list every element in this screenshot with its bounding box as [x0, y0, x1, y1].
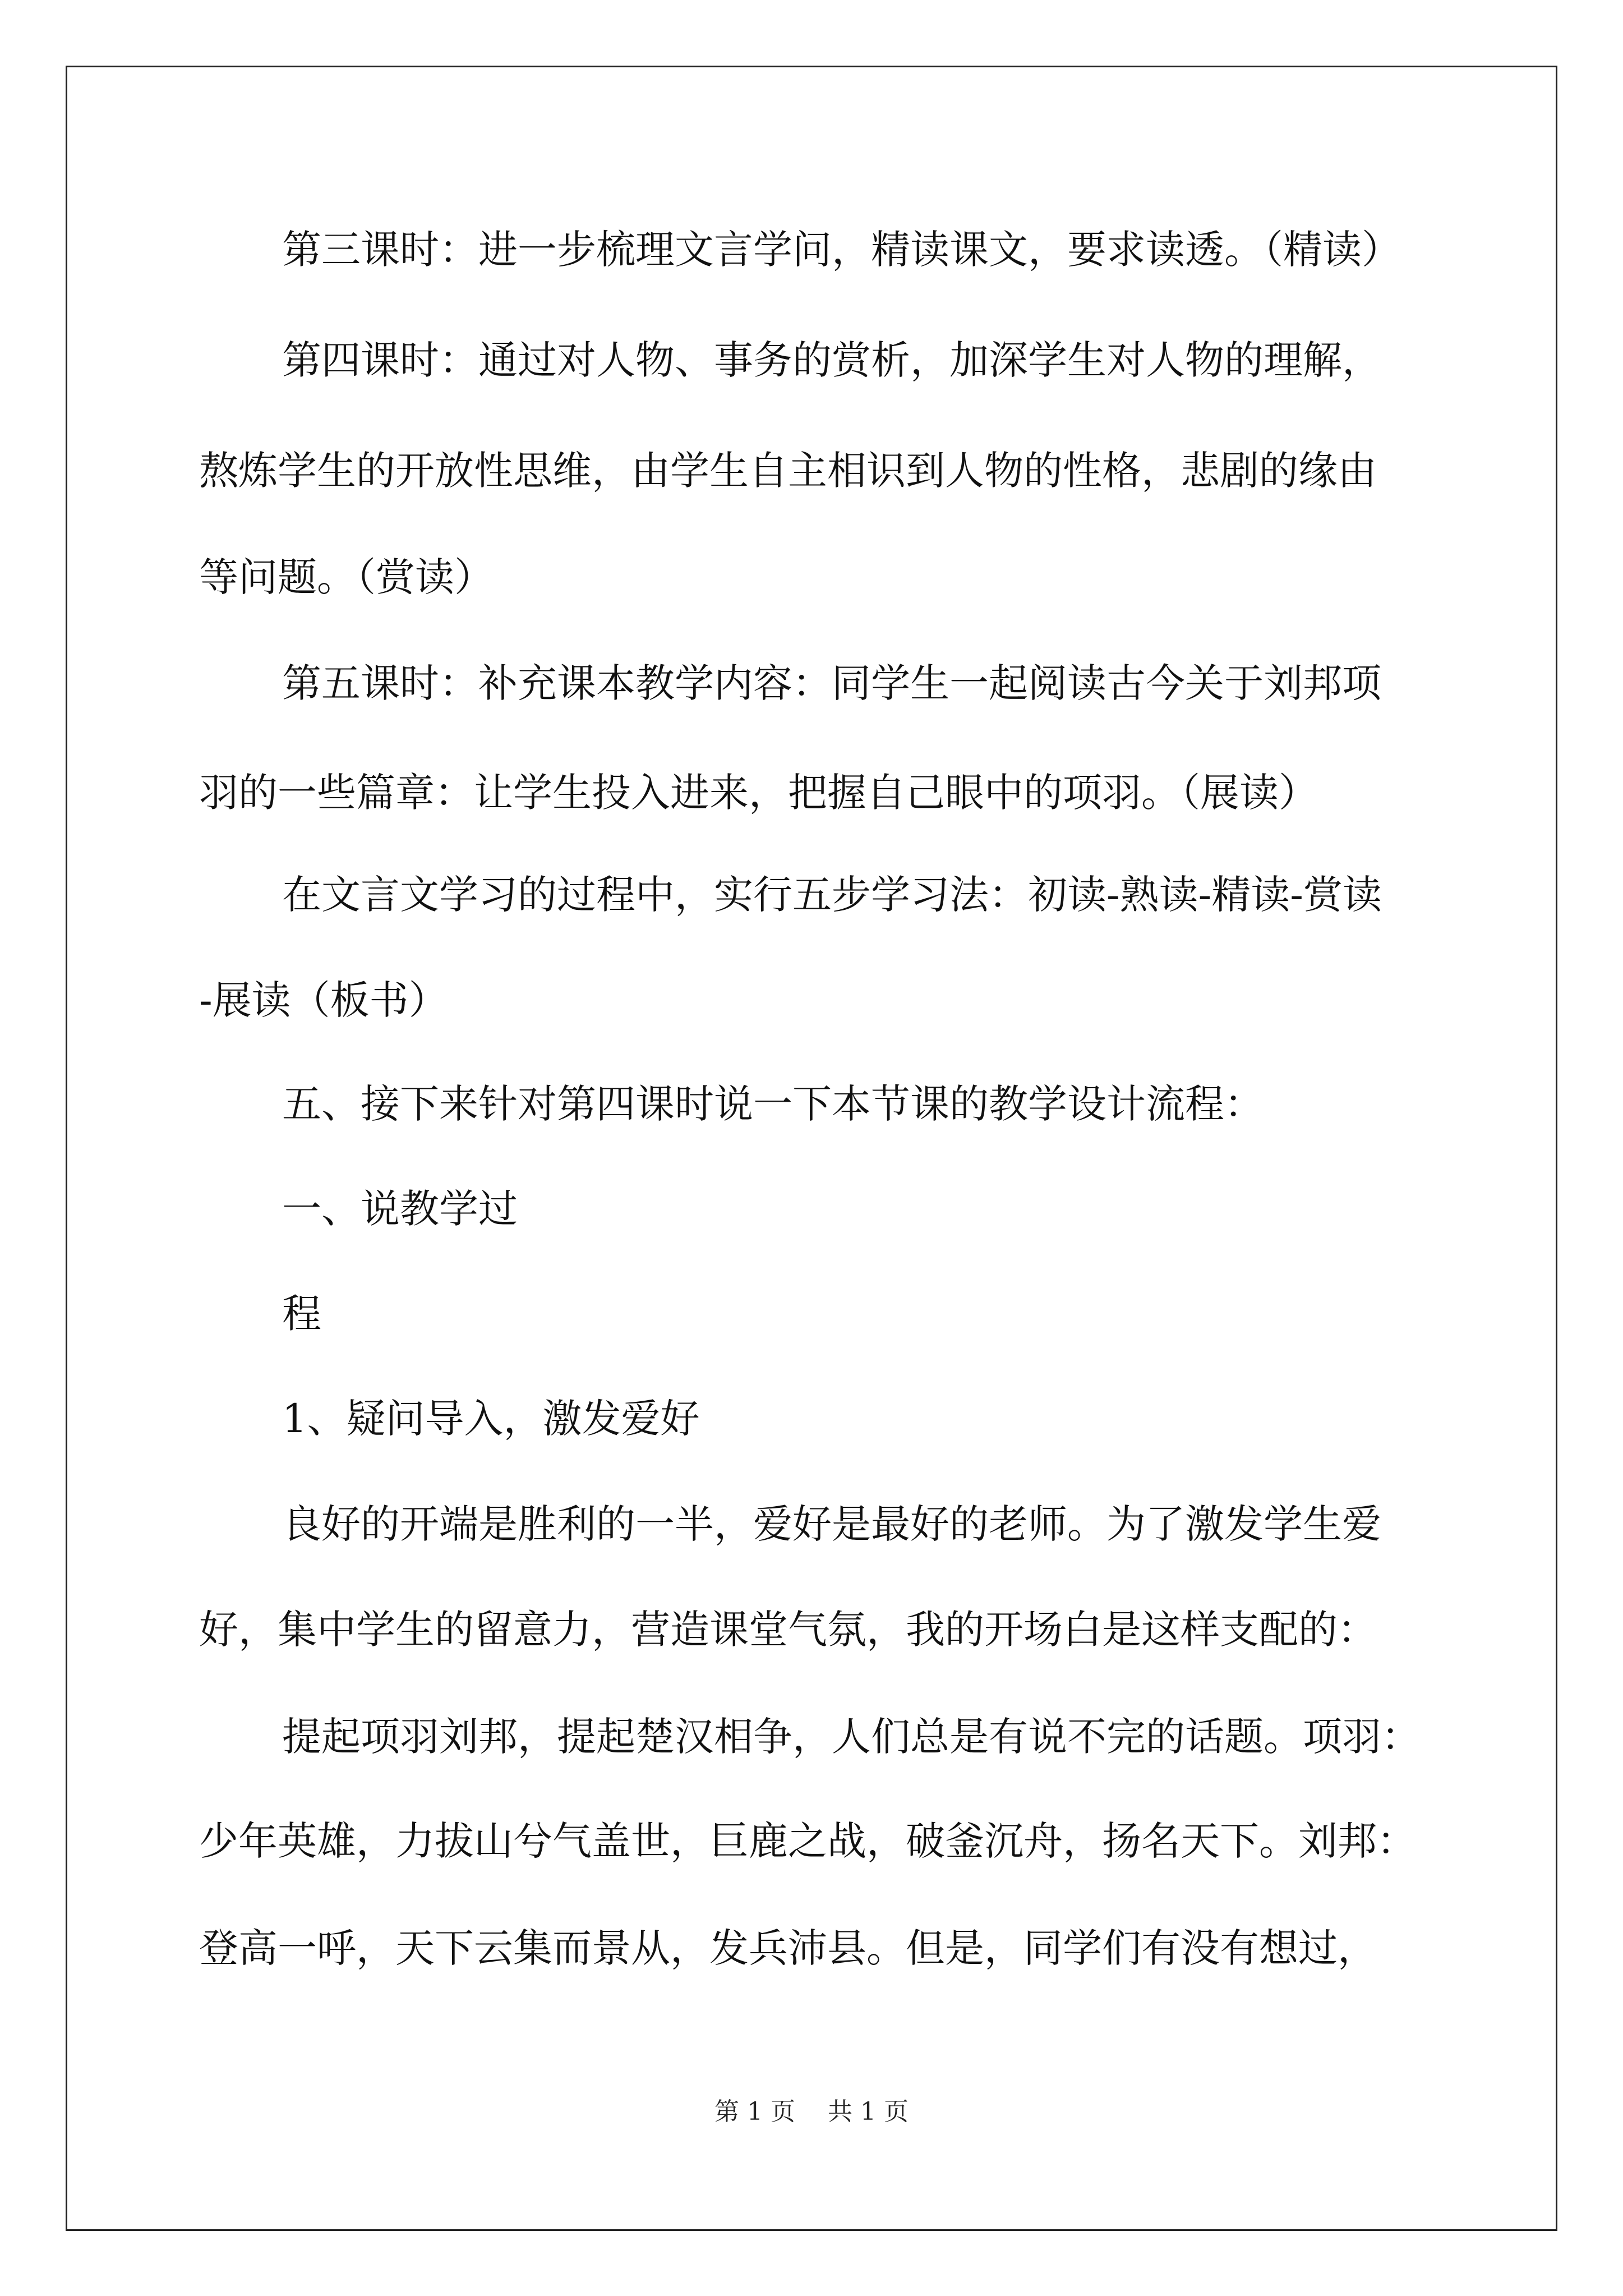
page-number: 第 1 页: [714, 2097, 795, 2126]
text-line: 程: [282, 1291, 321, 1337]
page-total: 共 1 页: [828, 2097, 909, 2126]
text-line: 登高一呼，天下云集而景从，发兵沛县。但是，同学们有没有想过，: [199, 1925, 1377, 1971]
text-line: 提起项羽刘邦，提起楚汉相争，人们总是有说不完的话题。项羽：: [282, 1714, 1421, 1760]
text-line: -展读（板书）: [199, 977, 448, 1023]
page-border: [66, 66, 1557, 2231]
text-line: 一、说教学过: [282, 1186, 518, 1232]
text-line: 第四课时：通过对人物、事务的赏析，加深学生对人物的理解，: [282, 337, 1381, 383]
text-line: 第三课时：进一步梳理文言学问，精读课文，要求读透。（精读）: [282, 227, 1401, 273]
text-line: 在文言文学习的过程中，实行五步学习法：初读-熟读-精读-赏读: [282, 872, 1382, 918]
text-line: 等问题。（赏读）: [199, 554, 494, 600]
text-line: 第五课时：补充课本教学内容：同学生一起阅读古今关于刘邦项: [282, 660, 1381, 706]
text-line: 1、疑问导入，激发爱好: [282, 1396, 700, 1442]
text-line: 好，集中学生的留意力，营造课堂气氛，我的开场白是这样支配的：: [199, 1607, 1377, 1653]
page-footer: [0, 2095, 1623, 2129]
text-line: 五、接下来针对第四课时说一下本节课的教学设计流程：: [282, 1081, 1264, 1127]
text-line: 熬炼学生的开放性思维，由学生自主相识到人物的性格，悲剧的缘由: [199, 448, 1377, 494]
text-line: 良好的开端是胜利的一半，爱好是最好的老师。为了激发学生爱: [282, 1501, 1381, 1547]
text-line: 少年英雄，力拔山兮气盖世，巨鹿之战，破釜沉舟，扬名天下。刘邦：: [199, 1818, 1416, 1864]
text-line: 羽的一些篇章：让学生投入进来，把握自己眼中的项羽。（展读）: [199, 770, 1318, 816]
